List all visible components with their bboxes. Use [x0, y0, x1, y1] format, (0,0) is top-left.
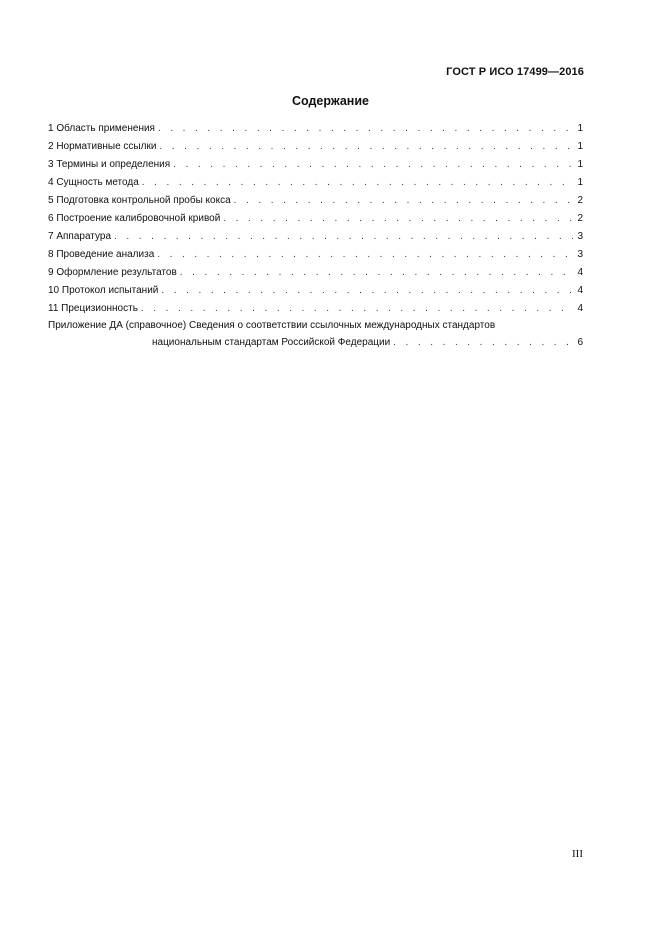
- toc-title: Содержание: [291, 94, 369, 108]
- toc-entry-label: 4 Сущность метода: [48, 177, 139, 188]
- toc-entry-label: 9 Оформление результатов: [48, 267, 177, 278]
- toc-entry-page: 4: [577, 303, 583, 314]
- dot-leader: [161, 282, 573, 300]
- dot-leader: [393, 334, 573, 352]
- dot-leader: [173, 156, 573, 174]
- toc-entry-page: 2: [577, 213, 583, 224]
- toc-entry-page: 1: [577, 159, 583, 170]
- dot-leader: [234, 192, 574, 210]
- toc-entry-label: 7 Аппаратура: [48, 231, 112, 242]
- toc-entry-9[interactable]: [48, 264, 583, 282]
- dot-leader: [114, 228, 573, 246]
- toc-entry-page: 6: [577, 337, 583, 348]
- dot-leader: [159, 138, 573, 156]
- toc-entry-page: 1: [577, 123, 583, 134]
- toc-entry-page: 4: [577, 285, 583, 296]
- toc-entry-page: 3: [577, 231, 583, 242]
- toc-entry-page: 3: [577, 249, 583, 260]
- toc-entry-page: 1: [577, 177, 583, 188]
- table-of-contents: [48, 120, 583, 352]
- dot-leader: [142, 174, 574, 192]
- document-code: ГОСТ Р ИСО 17499—2016: [446, 66, 584, 78]
- dot-leader: [158, 120, 573, 138]
- toc-entry-8[interactable]: [48, 246, 583, 264]
- toc-entry-appendix[interactable]: [48, 318, 583, 352]
- toc-entry-label: 2 Нормативные ссылки: [48, 141, 157, 152]
- toc-entry-page: 1: [577, 141, 583, 152]
- toc-entry-page: 2: [577, 195, 583, 206]
- dot-leader: [223, 210, 573, 228]
- page-number: III: [572, 848, 583, 860]
- appendix-title-line: Приложение ДА (справочное) Сведения о соответствии ссылочных международных стандартов: [48, 320, 496, 331]
- toc-entry-1[interactable]: [48, 120, 583, 138]
- toc-entry-label: 11 Прецизионность: [48, 303, 138, 314]
- dot-leader: [157, 246, 573, 264]
- toc-entry-label: 10 Протокол испытаний: [48, 285, 159, 296]
- toc-entry-4[interactable]: [48, 174, 583, 192]
- toc-entry-10[interactable]: [48, 282, 583, 300]
- dot-leader: [180, 264, 574, 282]
- appendix-subtitle-line: национальным стандартам Российской Федерации: [152, 337, 391, 348]
- toc-entry-page: 4: [577, 267, 583, 278]
- toc-entry-7[interactable]: [48, 228, 583, 246]
- toc-entry-label: 8 Проведение анализа: [48, 249, 155, 260]
- toc-entry-label: 6 Построение калибровочной кривой: [48, 213, 221, 224]
- toc-entry-label: 5 Подготовка контрольной пробы кокса: [48, 195, 231, 206]
- toc-entry-5[interactable]: [48, 192, 583, 210]
- appendix-subtitle-row: [152, 334, 583, 352]
- toc-entry-6[interactable]: [48, 210, 583, 228]
- dot-leader: [141, 300, 574, 318]
- toc-entry-label: 3 Термины и определения: [48, 159, 171, 170]
- toc-entry-11[interactable]: [48, 300, 583, 318]
- toc-entry-3[interactable]: [48, 156, 583, 174]
- toc-entry-label: 1 Область применения: [48, 123, 155, 134]
- toc-entry-2[interactable]: [48, 138, 583, 156]
